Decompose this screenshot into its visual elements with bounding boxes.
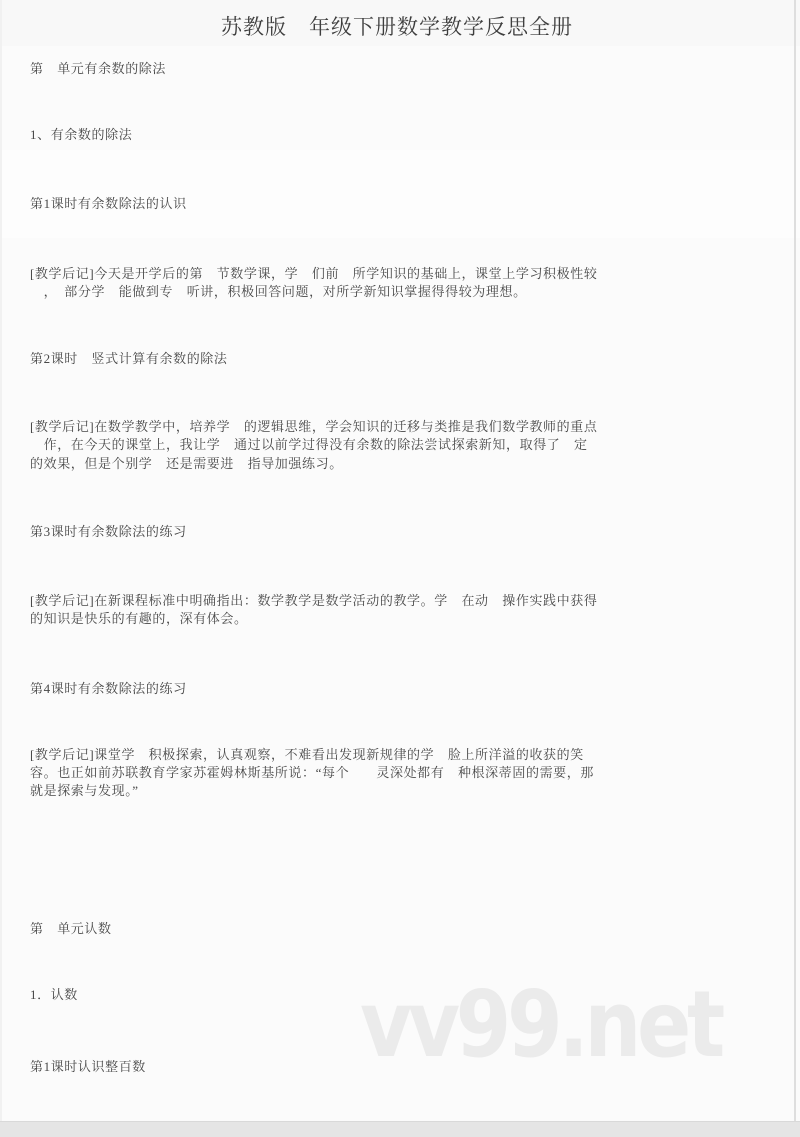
note1-line: ， 部分学 能做到专 听讲，积极回答问题，对所学新知识掌握得得较为理想。 (30, 284, 527, 299)
unit2-lesson1-heading: 第1课时认识整百数 (30, 1059, 146, 1074)
lesson1-heading: 第1课时有余数除法的认识 (30, 196, 187, 211)
note3-line: 的知识是快乐的有趣的，深有体会。 (30, 611, 248, 626)
page-right-edge (794, 0, 796, 1121)
note3-line: [教学后记]在新课程标准中明确指出：数学教学是数学活动的教学。学 在动 操作实践中获得 (30, 593, 598, 608)
note4-line: 就是探索与发现。” (30, 783, 139, 798)
unit1-heading: 第 单元有余数的除法 (30, 61, 167, 76)
viewer-bottom-strip (0, 1121, 800, 1137)
note1-line: [教学后记]今天是开学后的第 节数学课，学 们前 所学知识的基础上，课堂上学习积极性较 (30, 266, 598, 281)
scan-artifact-band (0, 150, 800, 238)
page-left-edge (0, 0, 2, 1121)
unit2-heading: 第 单元认数 (30, 921, 112, 936)
note4-line: [教学后记]课堂学 积极探索，认真观察，不难看出发现新规律的学 脸上所洋溢的收获的笑 (30, 747, 584, 762)
lesson3-heading: 第3课时有余数除法的练习 (30, 524, 187, 539)
note2-line: 作，在今天的课堂上，我让学 通过以前学过得没有余数的除法尝试探索新知，取得了 定 (30, 437, 588, 452)
lesson4-heading: 第4课时有余数除法的练习 (30, 681, 187, 696)
document-title: 苏教版 年级下册数学教学反思全册 (221, 15, 573, 39)
watermark: vv99.net (360, 971, 721, 1078)
note4-line: 容。也正如前苏联教育学家苏霍姆林斯基所说：“每个 灵深处都有 种根深蒂固的需要，那 (30, 765, 594, 780)
unit2-topic: 1．认数 (30, 987, 78, 1002)
lesson2-heading: 第2课时 竖式计算有余数的除法 (30, 351, 228, 366)
note2-line: 的效果，但是个别学 还是需要进 指导加强练习。 (30, 456, 343, 471)
unit1-topic: 1、有余数的除法 (30, 127, 133, 142)
note2-line: [教学后记]在数学教学中，培养学 的逻辑思维，学会知识的迁移与类推是我们数学教师的重点 (30, 419, 598, 434)
